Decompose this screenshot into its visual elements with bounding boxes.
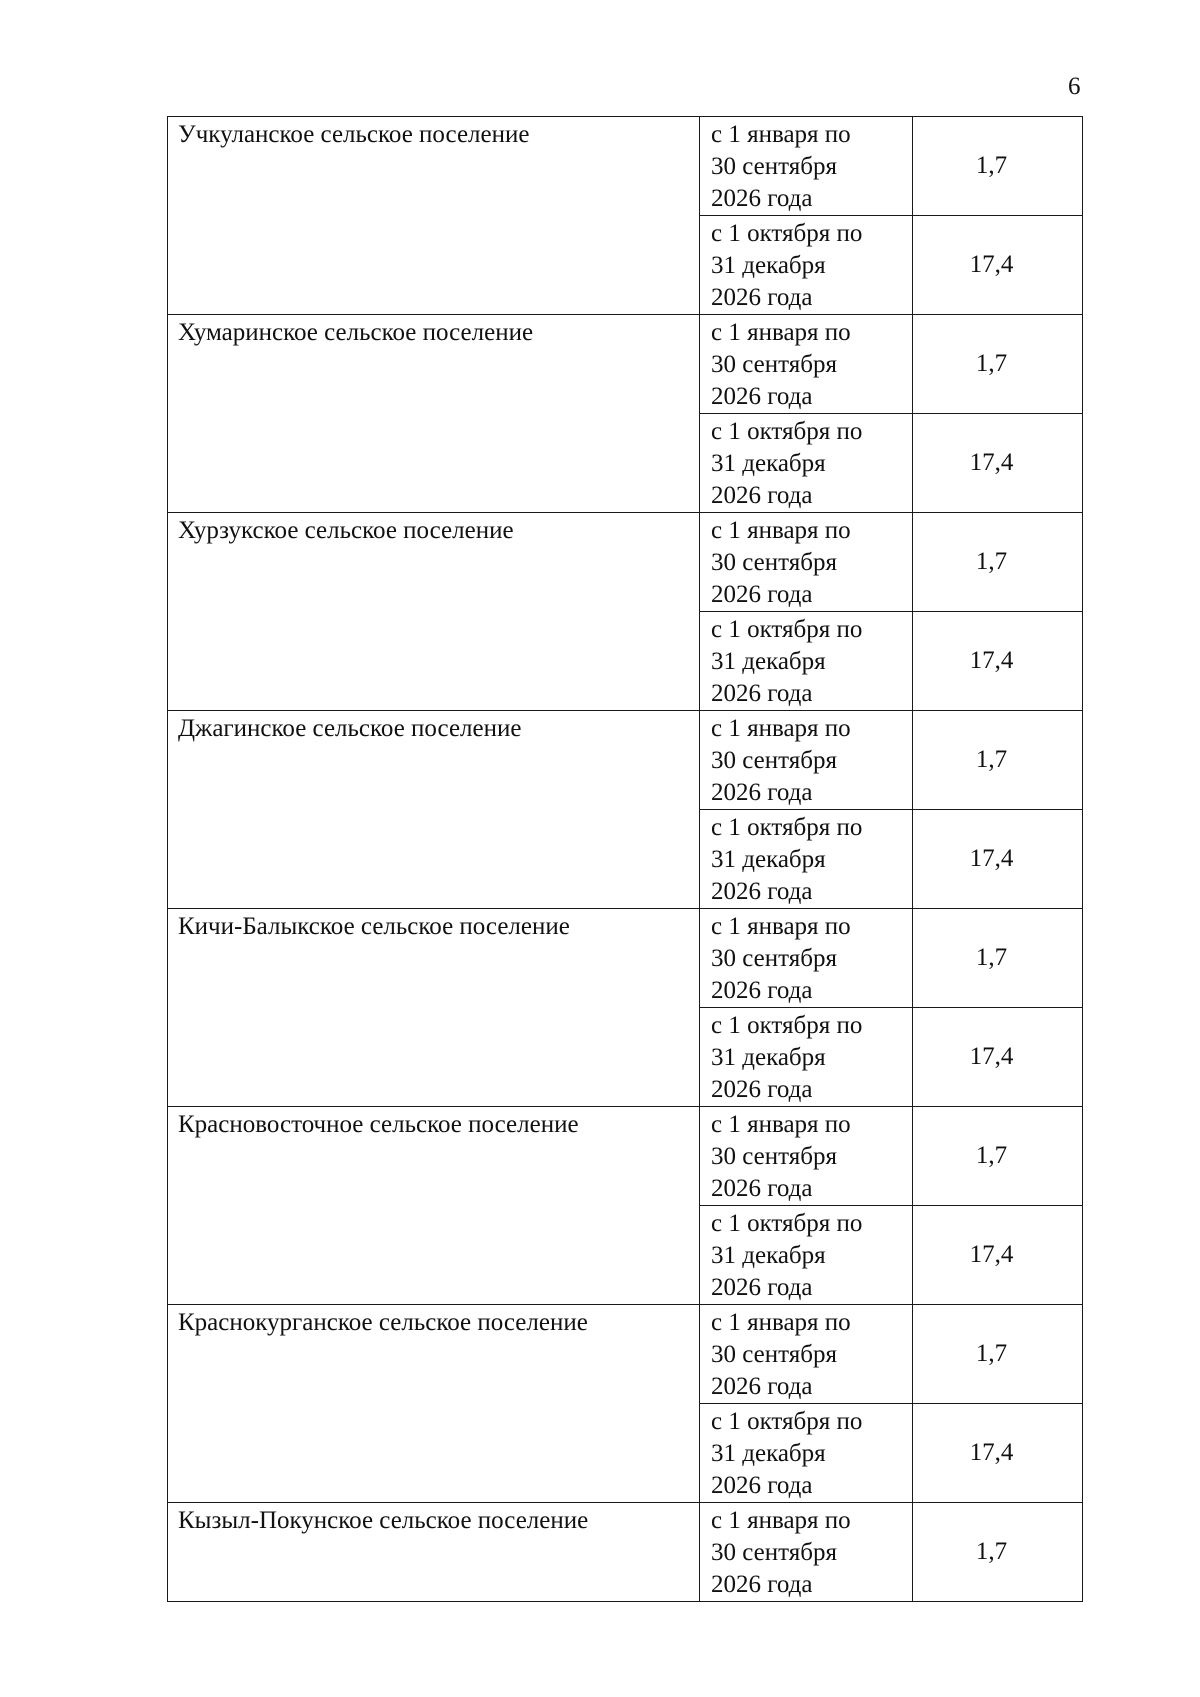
period-cell bbox=[700, 414, 913, 513]
settlement-name-cell: Джагинское сельское поселение bbox=[168, 711, 700, 909]
period-line: 30 сентября bbox=[711, 747, 837, 774]
period-line: 31 декабря bbox=[711, 252, 826, 279]
period-cell bbox=[700, 1305, 913, 1404]
period-line: 31 декабря bbox=[711, 648, 826, 675]
period-line: 2026 года bbox=[711, 185, 813, 212]
period-line: с 1 января по bbox=[711, 913, 851, 940]
rate-value-cell: 1,7 bbox=[913, 1107, 1083, 1206]
period-line: 2026 года bbox=[711, 482, 813, 509]
table-row bbox=[168, 1503, 1083, 1602]
period-line: с 1 января по bbox=[711, 517, 851, 544]
period-line: 30 сентября bbox=[711, 1143, 837, 1170]
period-line: 30 сентября bbox=[711, 1539, 837, 1566]
period-cell bbox=[700, 612, 913, 711]
period-line: 2026 года bbox=[711, 878, 813, 905]
period-line: 2026 года bbox=[711, 581, 813, 608]
period-line: с 1 января по bbox=[711, 715, 851, 742]
period-line: 30 сентября bbox=[711, 153, 837, 180]
rate-value-cell: 1,7 bbox=[913, 1503, 1083, 1602]
rate-value-cell: 1,7 bbox=[913, 711, 1083, 810]
period-line: с 1 января по bbox=[711, 1111, 851, 1138]
settlement-name-cell: Хумаринское сельское поселение bbox=[168, 315, 700, 513]
period-cell bbox=[700, 1107, 913, 1206]
period-line: 2026 года bbox=[711, 1373, 813, 1400]
period-line: 2026 года bbox=[711, 1571, 813, 1598]
rate-value-cell: 1,7 bbox=[913, 1305, 1083, 1404]
page-number: 6 bbox=[1068, 73, 1081, 100]
period-cell bbox=[700, 513, 913, 612]
table-row bbox=[168, 909, 1083, 1008]
period-line: 31 декабря bbox=[711, 1044, 826, 1071]
table-row bbox=[168, 513, 1083, 612]
period-line: 30 сентября bbox=[711, 549, 837, 576]
period-cell bbox=[700, 117, 913, 216]
period-line: 2026 года bbox=[711, 383, 813, 410]
period-cell bbox=[700, 1503, 913, 1602]
settlement-name-cell: Красновосточное сельское поселение bbox=[168, 1107, 700, 1305]
period-line: 31 декабря bbox=[711, 450, 826, 477]
period-line: с 1 октября по bbox=[711, 220, 863, 247]
table-row bbox=[168, 1107, 1083, 1206]
period-cell bbox=[700, 1404, 913, 1503]
period-line: 2026 года bbox=[711, 1076, 813, 1103]
period-line: с 1 января по bbox=[711, 319, 851, 346]
rate-value-cell: 17,4 bbox=[913, 1206, 1083, 1305]
settlement-name-cell: Краснокурганское сельское поселение bbox=[168, 1305, 700, 1503]
period-line: 30 сентября bbox=[711, 945, 837, 972]
settlement-name-cell: Учкуланское сельское поселение bbox=[168, 117, 700, 315]
period-cell bbox=[700, 216, 913, 315]
period-line: с 1 января по bbox=[711, 121, 851, 148]
rate-value-cell: 17,4 bbox=[913, 216, 1083, 315]
settlement-name-cell: Кызыл-Покунское сельское поселение bbox=[168, 1503, 700, 1602]
period-line: 31 декабря bbox=[711, 846, 826, 873]
period-line: 2026 года bbox=[711, 680, 813, 707]
rate-value-cell: 17,4 bbox=[913, 810, 1083, 909]
settlement-name-cell: Хурзукское сельское поселение bbox=[168, 513, 700, 711]
period-cell bbox=[700, 315, 913, 414]
period-line: 30 сентября bbox=[711, 1341, 837, 1368]
period-cell bbox=[700, 909, 913, 1008]
period-line: 2026 года bbox=[711, 779, 813, 806]
period-line: с 1 октября по bbox=[711, 1210, 863, 1237]
period-cell bbox=[700, 711, 913, 810]
rate-value-cell: 1,7 bbox=[913, 909, 1083, 1008]
period-line: с 1 января по bbox=[711, 1309, 851, 1336]
period-line: с 1 октября по bbox=[711, 814, 863, 841]
rate-value-cell: 17,4 bbox=[913, 1008, 1083, 1107]
period-line: 31 декабря bbox=[711, 1440, 826, 1467]
table-row bbox=[168, 315, 1083, 414]
table-row bbox=[168, 117, 1083, 216]
period-cell bbox=[700, 810, 913, 909]
period-line: с 1 октября по bbox=[711, 418, 863, 445]
rates-table-body bbox=[168, 117, 1083, 1602]
period-line: 30 сентября bbox=[711, 351, 837, 378]
period-cell bbox=[700, 1008, 913, 1107]
period-line: 2026 года bbox=[711, 1175, 813, 1202]
settlement-name-cell: Кичи-Балыкское сельское поселение bbox=[168, 909, 700, 1107]
rate-value-cell: 17,4 bbox=[913, 612, 1083, 711]
period-line: 2026 года bbox=[711, 1274, 813, 1301]
period-line: 2026 года bbox=[711, 284, 813, 311]
period-line: с 1 октября по bbox=[711, 616, 863, 643]
period-line: 2026 года bbox=[711, 1472, 813, 1499]
table-row bbox=[168, 711, 1083, 810]
table-row bbox=[168, 1305, 1083, 1404]
rate-value-cell: 1,7 bbox=[913, 117, 1083, 216]
rate-value-cell: 1,7 bbox=[913, 513, 1083, 612]
rate-value-cell: 17,4 bbox=[913, 414, 1083, 513]
period-cell bbox=[700, 1206, 913, 1305]
rates-table bbox=[167, 116, 1083, 1602]
period-line: 31 декабря bbox=[711, 1242, 826, 1269]
rate-value-cell: 17,4 bbox=[913, 1404, 1083, 1503]
period-line: с 1 января по bbox=[711, 1507, 851, 1534]
period-line: с 1 октября по bbox=[711, 1408, 863, 1435]
rate-value-cell: 1,7 bbox=[913, 315, 1083, 414]
period-line: 2026 года bbox=[711, 977, 813, 1004]
period-line: с 1 октября по bbox=[711, 1012, 863, 1039]
